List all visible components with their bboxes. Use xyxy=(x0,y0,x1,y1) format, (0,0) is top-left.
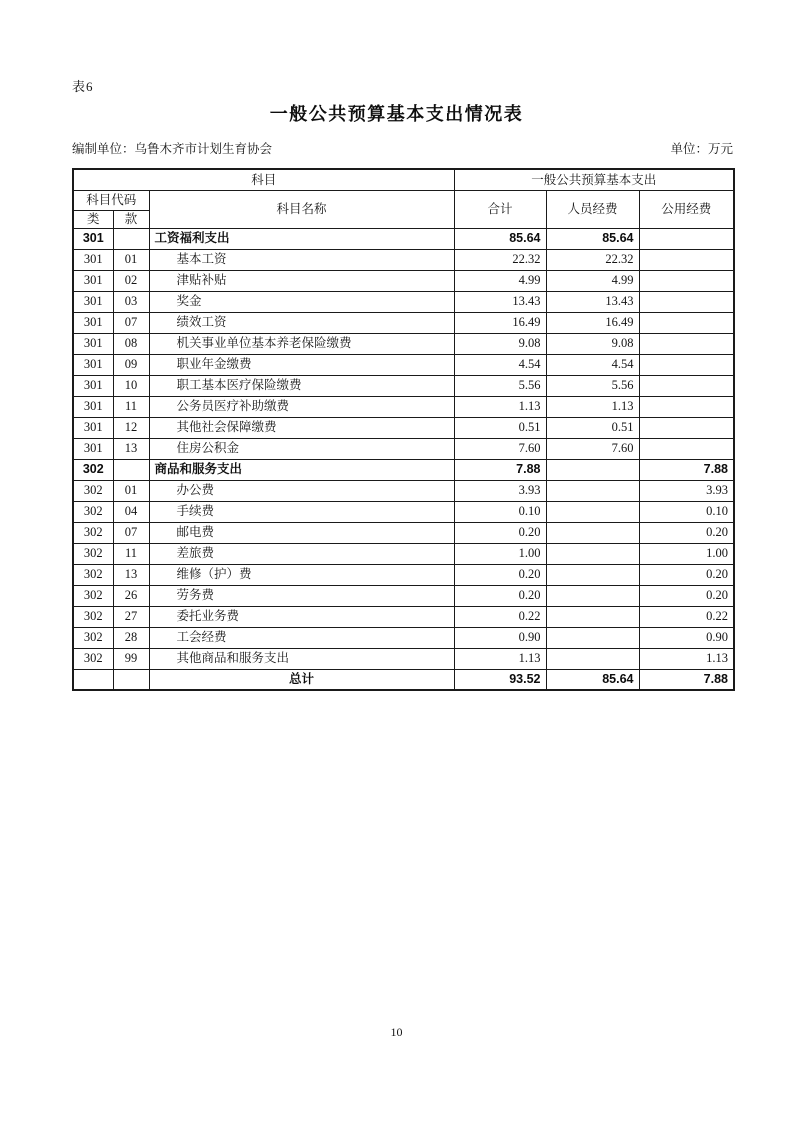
cell-name: 工资福利支出 xyxy=(149,228,454,249)
cell-class: 302 xyxy=(73,501,113,522)
cell-class: 302 xyxy=(73,543,113,564)
cell-section: 01 xyxy=(113,480,149,501)
cell-section: 11 xyxy=(113,396,149,417)
header-total: 合计 xyxy=(454,190,546,228)
cell-class xyxy=(73,669,113,690)
cell-public xyxy=(639,333,734,354)
cell-total: 9.08 xyxy=(454,333,546,354)
cell-personnel xyxy=(546,522,639,543)
cell-class: 301 xyxy=(73,228,113,249)
cell-name: 维修（护）费 xyxy=(149,564,454,585)
cell-public xyxy=(639,375,734,396)
cell-name: 绩效工资 xyxy=(149,312,454,333)
cell-section: 08 xyxy=(113,333,149,354)
cell-personnel: 4.99 xyxy=(546,270,639,291)
table-meta-row xyxy=(72,139,733,157)
table-row xyxy=(73,396,734,417)
page-title: 一般公共预算基本支出情况表 xyxy=(269,104,524,124)
cell-section: 02 xyxy=(113,270,149,291)
cell-personnel: 1.13 xyxy=(546,396,639,417)
cell-public xyxy=(639,438,734,459)
cell-section xyxy=(113,228,149,249)
cell-public: 0.10 xyxy=(639,501,734,522)
cell-name: 邮电费 xyxy=(149,522,454,543)
cell-personnel: 13.43 xyxy=(546,291,639,312)
cell-total: 4.99 xyxy=(454,270,546,291)
cell-class: 302 xyxy=(73,627,113,648)
cell-class: 301 xyxy=(73,249,113,270)
header-budget-group: 一般公共预算基本支出 xyxy=(454,169,734,190)
cell-class: 302 xyxy=(73,459,113,480)
cell-section: 99 xyxy=(113,648,149,669)
cell-section: 07 xyxy=(113,522,149,543)
cell-total: 7.60 xyxy=(454,438,546,459)
cell-public xyxy=(639,270,734,291)
cell-class: 301 xyxy=(73,333,113,354)
cell-section: 01 xyxy=(113,249,149,270)
cell-name: 住房公积金 xyxy=(149,438,454,459)
table-row xyxy=(73,438,734,459)
cell-name: 差旅费 xyxy=(149,543,454,564)
cell-public xyxy=(639,228,734,249)
cell-class: 302 xyxy=(73,585,113,606)
cell-section: 09 xyxy=(113,354,149,375)
cell-personnel: 5.56 xyxy=(546,375,639,396)
cell-total: 4.54 xyxy=(454,354,546,375)
cell-name: 商品和服务支出 xyxy=(149,459,454,480)
cell-section: 04 xyxy=(113,501,149,522)
cell-public: 0.20 xyxy=(639,585,734,606)
cell-total: 22.32 xyxy=(454,249,546,270)
cell-total: 3.93 xyxy=(454,480,546,501)
header-class: 类 xyxy=(73,210,113,228)
unit-label: 单位：万元 xyxy=(670,142,733,156)
cell-public xyxy=(639,249,734,270)
header-personnel: 人员经费 xyxy=(546,190,639,228)
cell-personnel xyxy=(546,501,639,522)
cell-public xyxy=(639,354,734,375)
cell-public: 7.88 xyxy=(639,669,734,690)
total-row xyxy=(73,669,734,690)
cell-personnel: 16.49 xyxy=(546,312,639,333)
cell-public: 0.22 xyxy=(639,606,734,627)
table-row xyxy=(73,354,734,375)
cell-personnel xyxy=(546,543,639,564)
cell-personnel xyxy=(546,585,639,606)
cell-total: 0.20 xyxy=(454,585,546,606)
cell-personnel: 0.51 xyxy=(546,417,639,438)
cell-total: 1.13 xyxy=(454,648,546,669)
table-row xyxy=(73,501,734,522)
cell-name: 劳务费 xyxy=(149,585,454,606)
cell-section: 07 xyxy=(113,312,149,333)
table-row xyxy=(73,270,734,291)
cell-total: 0.22 xyxy=(454,606,546,627)
cell-total: 0.10 xyxy=(454,501,546,522)
table-row xyxy=(73,522,734,543)
cell-class: 301 xyxy=(73,354,113,375)
table-row xyxy=(73,606,734,627)
cell-class: 301 xyxy=(73,396,113,417)
table-row xyxy=(73,648,734,669)
table-row xyxy=(73,228,734,249)
cell-public: 1.13 xyxy=(639,648,734,669)
page-number: 10 xyxy=(390,1025,403,1039)
cell-class: 301 xyxy=(73,417,113,438)
table-row xyxy=(73,249,734,270)
table-number-label: 表6 xyxy=(72,79,94,94)
cell-class: 302 xyxy=(73,480,113,501)
cell-total: 0.20 xyxy=(454,522,546,543)
cell-public xyxy=(639,396,734,417)
cell-personnel: 85.64 xyxy=(546,669,639,690)
cell-total: 5.56 xyxy=(454,375,546,396)
cell-name: 其他社会保障缴费 xyxy=(149,417,454,438)
cell-total: 7.88 xyxy=(454,459,546,480)
cell-class: 302 xyxy=(73,648,113,669)
cell-total: 0.20 xyxy=(454,564,546,585)
budget-table-body xyxy=(73,228,734,690)
cell-personnel xyxy=(546,480,639,501)
cell-section: 27 xyxy=(113,606,149,627)
header-section: 款 xyxy=(113,210,149,228)
cell-name: 津贴补贴 xyxy=(149,270,454,291)
cell-personnel xyxy=(546,648,639,669)
table-row xyxy=(73,291,734,312)
cell-public xyxy=(639,291,734,312)
cell-personnel xyxy=(546,564,639,585)
cell-name: 总计 xyxy=(149,669,454,690)
cell-name: 职业年金缴费 xyxy=(149,354,454,375)
cell-total: 93.52 xyxy=(454,669,546,690)
cell-name: 奖金 xyxy=(149,291,454,312)
cell-public: 7.88 xyxy=(639,459,734,480)
cell-public: 1.00 xyxy=(639,543,734,564)
cell-section: 28 xyxy=(113,627,149,648)
header-subject: 科目 xyxy=(73,169,454,190)
cell-class: 301 xyxy=(73,438,113,459)
cell-public xyxy=(639,417,734,438)
header-public: 公用经费 xyxy=(639,190,734,228)
cell-public: 0.20 xyxy=(639,522,734,543)
cell-public: 0.90 xyxy=(639,627,734,648)
cell-total: 1.13 xyxy=(454,396,546,417)
header-subject-name: 科目名称 xyxy=(149,190,454,228)
cell-name: 基本工资 xyxy=(149,249,454,270)
cell-class: 302 xyxy=(73,606,113,627)
budget-table xyxy=(72,168,735,691)
cell-section xyxy=(113,669,149,690)
cell-name: 工会经费 xyxy=(149,627,454,648)
cell-total: 0.51 xyxy=(454,417,546,438)
cell-total: 16.49 xyxy=(454,312,546,333)
cell-class: 302 xyxy=(73,522,113,543)
table-row xyxy=(73,459,734,480)
table-row xyxy=(73,333,734,354)
table-row xyxy=(73,417,734,438)
cell-public: 0.20 xyxy=(639,564,734,585)
cell-name: 其他商品和服务支出 xyxy=(149,648,454,669)
header-subject-code: 科目代码 xyxy=(73,190,149,210)
cell-personnel xyxy=(546,459,639,480)
cell-class: 301 xyxy=(73,312,113,333)
cell-section: 03 xyxy=(113,291,149,312)
cell-personnel xyxy=(546,627,639,648)
cell-class: 301 xyxy=(73,270,113,291)
table-row xyxy=(73,312,734,333)
table-row xyxy=(73,627,734,648)
cell-section: 13 xyxy=(113,438,149,459)
header-row-group xyxy=(73,169,734,190)
cell-total: 0.90 xyxy=(454,627,546,648)
table-row xyxy=(73,480,734,501)
cell-total: 13.43 xyxy=(454,291,546,312)
table-row xyxy=(73,585,734,606)
table-row xyxy=(73,564,734,585)
cell-section: 26 xyxy=(113,585,149,606)
cell-personnel: 4.54 xyxy=(546,354,639,375)
cell-section: 11 xyxy=(113,543,149,564)
cell-personnel: 22.32 xyxy=(546,249,639,270)
cell-name: 职工基本医疗保险缴费 xyxy=(149,375,454,396)
cell-name: 机关事业单位基本养老保险缴费 xyxy=(149,333,454,354)
cell-class: 302 xyxy=(73,564,113,585)
cell-name: 委托业务费 xyxy=(149,606,454,627)
budget-table-header xyxy=(73,169,734,228)
cell-class: 301 xyxy=(73,291,113,312)
cell-public xyxy=(639,312,734,333)
cell-name: 公务员医疗补助缴费 xyxy=(149,396,454,417)
cell-personnel: 7.60 xyxy=(546,438,639,459)
cell-name: 手续费 xyxy=(149,501,454,522)
cell-total: 85.64 xyxy=(454,228,546,249)
cell-personnel: 85.64 xyxy=(546,228,639,249)
cell-class: 301 xyxy=(73,375,113,396)
cell-section: 13 xyxy=(113,564,149,585)
table-row xyxy=(73,543,734,564)
prepared-by-label: 编制单位：乌鲁木齐市计划生育协会 xyxy=(72,142,273,156)
cell-public: 3.93 xyxy=(639,480,734,501)
header-row-columns xyxy=(73,190,734,210)
cell-total: 1.00 xyxy=(454,543,546,564)
cell-section xyxy=(113,459,149,480)
cell-section: 12 xyxy=(113,417,149,438)
cell-personnel: 9.08 xyxy=(546,333,639,354)
cell-personnel xyxy=(546,606,639,627)
cell-name: 办公费 xyxy=(149,480,454,501)
cell-section: 10 xyxy=(113,375,149,396)
table-row xyxy=(73,375,734,396)
